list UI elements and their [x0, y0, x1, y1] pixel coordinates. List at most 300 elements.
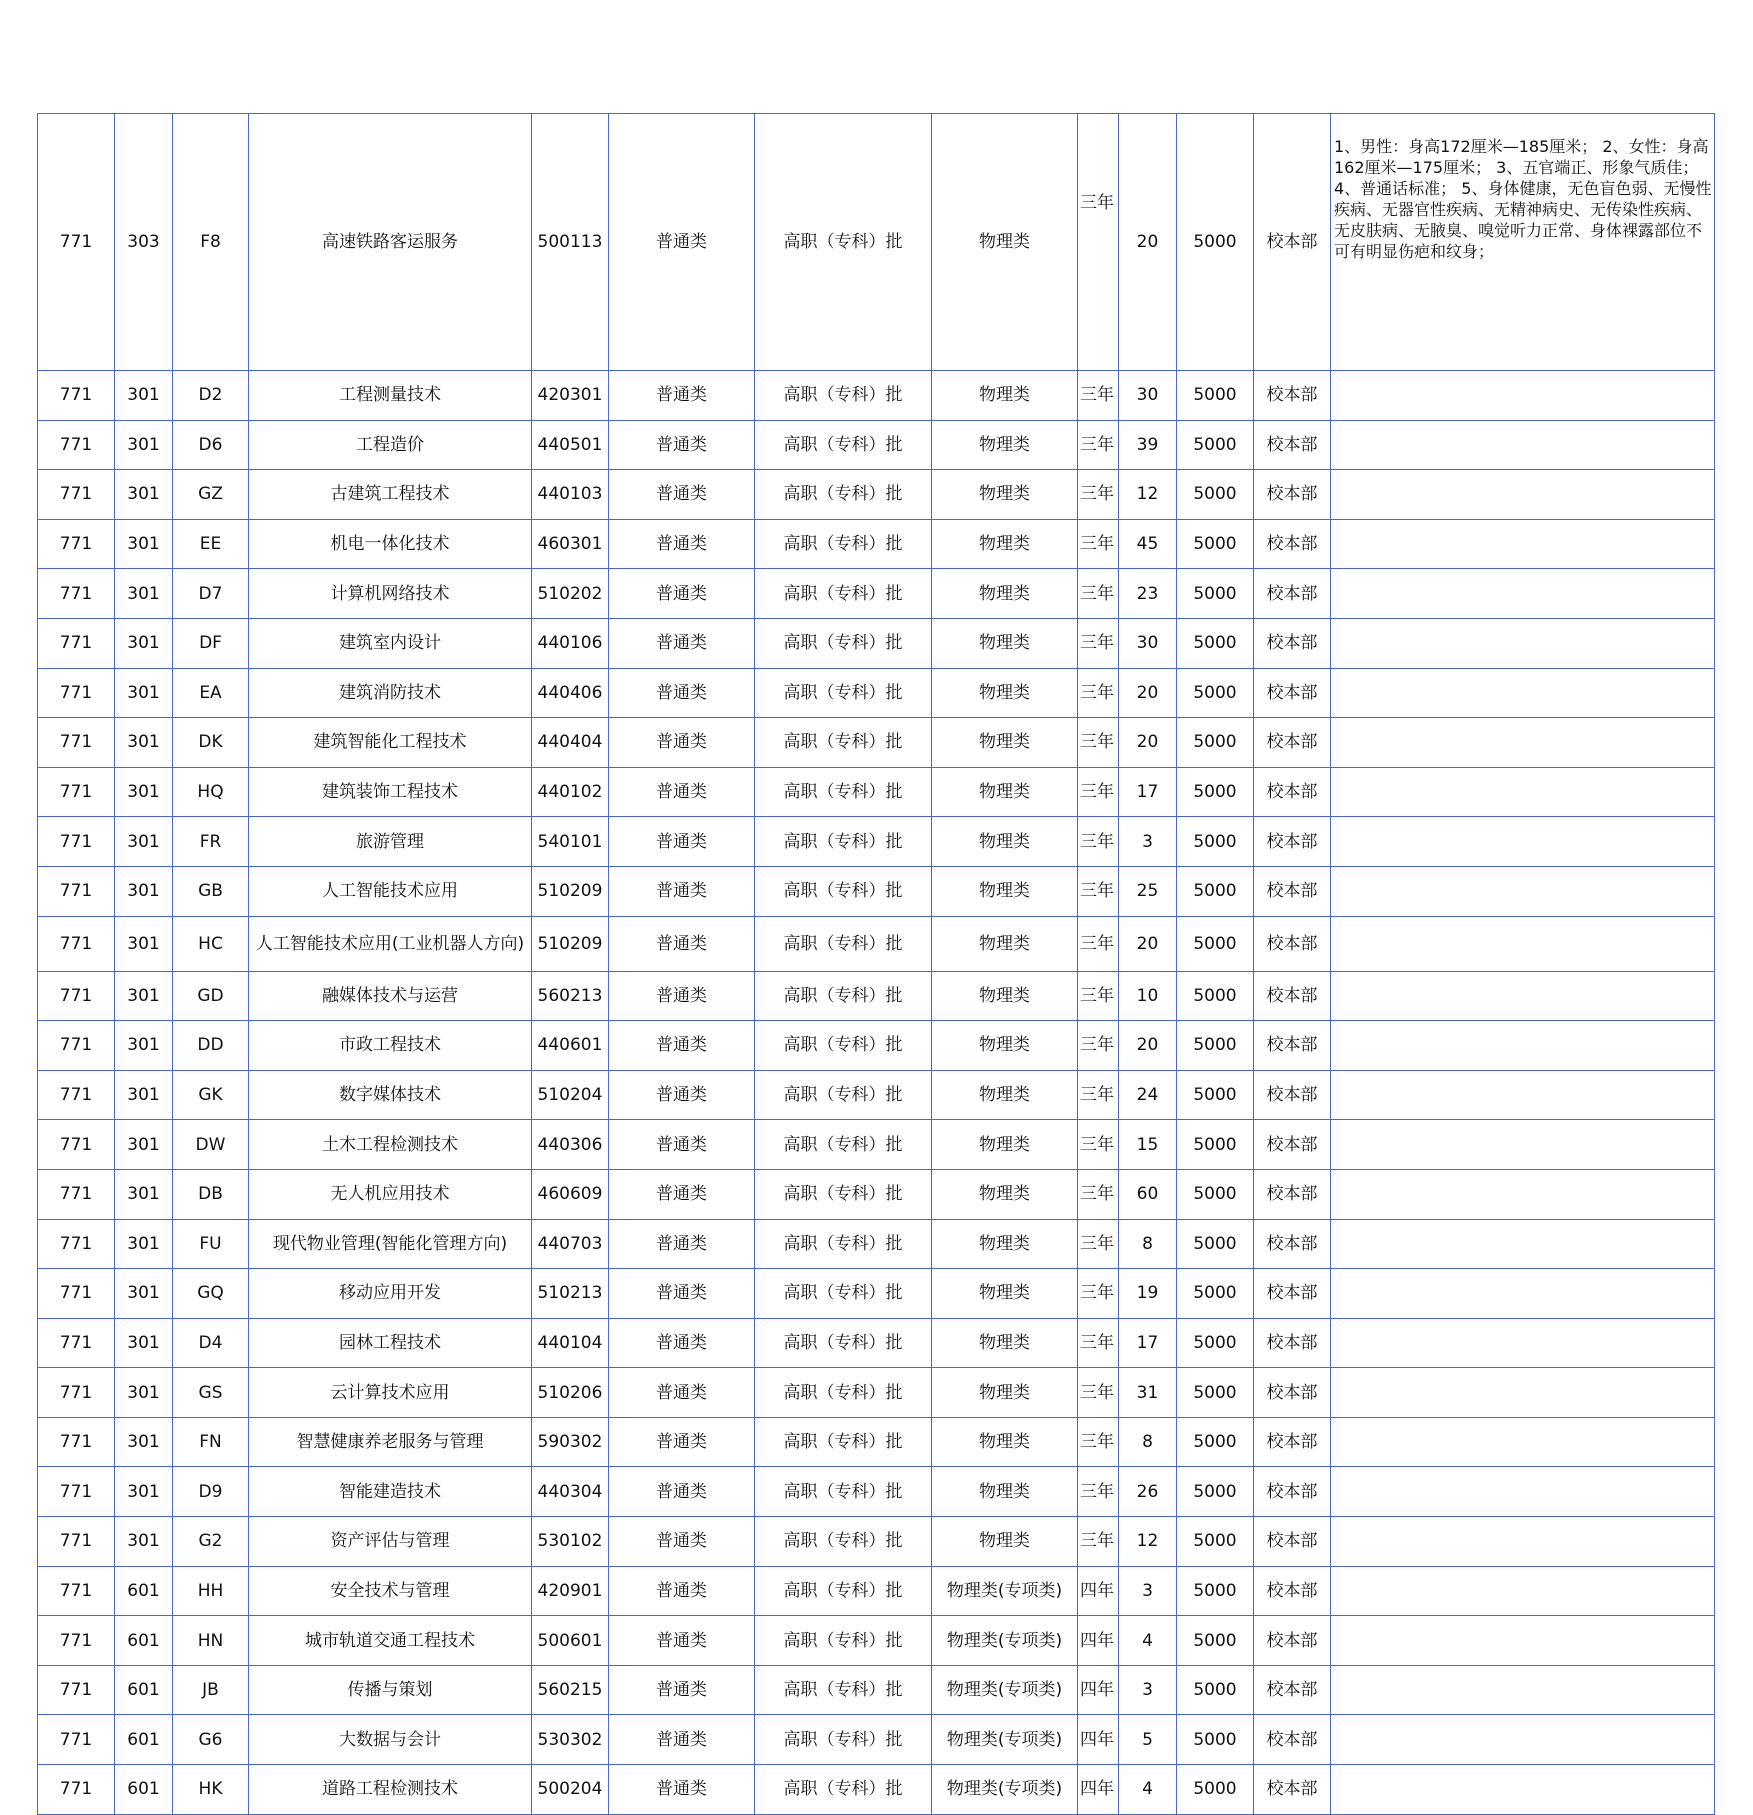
institution-code-cell: 771	[38, 1318, 115, 1368]
duration-cell: 三年	[1078, 767, 1119, 817]
major-short-code-cell: HQ	[173, 767, 249, 817]
campus-cell: 校本部	[1254, 1368, 1331, 1418]
major-name-cell: 融媒体技术与运营	[249, 971, 532, 1021]
tuition-fee-cell: 5000	[1177, 1616, 1254, 1666]
major-short-code-cell: GS	[173, 1368, 249, 1418]
institution-code-cell: 771	[38, 1566, 115, 1616]
table-row	[38, 1417, 1715, 1467]
batch-code-cell: 601	[115, 1665, 173, 1715]
duration-cell: 三年	[1078, 371, 1119, 421]
institution-code-cell: 771	[38, 114, 115, 371]
campus-cell: 校本部	[1254, 866, 1331, 916]
campus-cell: 校本部	[1254, 569, 1331, 619]
remarks-cell	[1331, 1665, 1715, 1715]
major-name-cell: 数字媒体技术	[249, 1070, 532, 1120]
subject-type-cell: 物理类	[932, 767, 1078, 817]
institution-code-cell: 771	[38, 1120, 115, 1170]
table-row	[38, 1021, 1715, 1071]
major-name-cell: 高速铁路客运服务	[249, 114, 532, 371]
plan-count-cell: 17	[1119, 767, 1177, 817]
institution-code-cell: 771	[38, 1715, 115, 1765]
major-code-cell: 440501	[532, 420, 609, 470]
major-code-cell: 560215	[532, 1665, 609, 1715]
institution-code-cell: 771	[38, 971, 115, 1021]
major-code-cell: 440103	[532, 470, 609, 520]
institution-code-cell: 771	[38, 1517, 115, 1567]
major-name-cell: 人工智能技术应用	[249, 866, 532, 916]
admission-batch-cell: 高职（专科）批	[755, 1070, 932, 1120]
remarks-cell	[1331, 1517, 1715, 1567]
subject-type-cell: 物理类	[932, 470, 1078, 520]
batch-code-cell: 301	[115, 420, 173, 470]
tuition-fee-cell: 5000	[1177, 1269, 1254, 1319]
plan-count-cell: 3	[1119, 1665, 1177, 1715]
table-row	[38, 114, 1715, 371]
batch-code-cell: 301	[115, 519, 173, 569]
category-cell: 普通类	[609, 817, 755, 867]
admission-batch-cell: 高职（专科）批	[755, 569, 932, 619]
major-short-code-cell: EE	[173, 519, 249, 569]
admission-batch-cell: 高职（专科）批	[755, 1665, 932, 1715]
plan-count-cell: 20	[1119, 916, 1177, 971]
major-short-code-cell: FR	[173, 817, 249, 867]
remarks-cell	[1331, 420, 1715, 470]
batch-code-cell: 301	[115, 1120, 173, 1170]
table-row	[38, 420, 1715, 470]
major-name-cell: 传播与策划	[249, 1665, 532, 1715]
major-code-cell: 530302	[532, 1715, 609, 1765]
major-short-code-cell: DD	[173, 1021, 249, 1071]
duration-cell: 三年	[1078, 1517, 1119, 1567]
institution-code-cell: 771	[38, 1616, 115, 1666]
batch-code-cell: 301	[115, 668, 173, 718]
major-name-cell: 建筑消防技术	[249, 668, 532, 718]
batch-code-cell: 301	[115, 916, 173, 971]
institution-code-cell: 771	[38, 718, 115, 768]
major-code-cell: 510209	[532, 916, 609, 971]
duration-cell: 三年	[1078, 718, 1119, 768]
campus-cell: 校本部	[1254, 420, 1331, 470]
major-short-code-cell: GD	[173, 971, 249, 1021]
subject-type-cell: 物理类	[932, 866, 1078, 916]
major-name-cell: 人工智能技术应用(工业机器人方向)	[249, 916, 532, 971]
category-cell: 普通类	[609, 470, 755, 520]
subject-type-cell: 物理类	[932, 519, 1078, 569]
admission-batch-cell: 高职（专科）批	[755, 1368, 932, 1418]
campus-cell: 校本部	[1254, 817, 1331, 867]
remarks-cell	[1331, 470, 1715, 520]
campus-cell: 校本部	[1254, 1318, 1331, 1368]
institution-code-cell: 771	[38, 1765, 115, 1815]
plan-count-cell: 45	[1119, 519, 1177, 569]
batch-code-cell: 301	[115, 470, 173, 520]
admission-batch-cell: 高职（专科）批	[755, 1715, 932, 1765]
plan-count-cell: 5	[1119, 1715, 1177, 1765]
remarks-cell: 1、男性：身高172厘米—185厘米； 2、女性：身高162厘米—175厘米； 3、五官端正、形象气质佳； 4、普通话标准； 5、身体健康，无色盲色弱、无慢性疾病、无器官性疾病、无精神病史、无传染性疾病、无皮肤病、无腋臭、嗅觉听力正常、身体裸露部位不可有明显伤疤和纹身；	[1331, 114, 1715, 371]
admission-batch-cell: 高职（专科）批	[755, 519, 932, 569]
batch-code-cell: 301	[115, 1517, 173, 1567]
major-short-code-cell: HC	[173, 916, 249, 971]
major-short-code-cell: G2	[173, 1517, 249, 1567]
plan-count-cell: 12	[1119, 470, 1177, 520]
duration-cell: 三年	[1078, 866, 1119, 916]
institution-code-cell: 771	[38, 817, 115, 867]
subject-type-cell: 物理类	[932, 1269, 1078, 1319]
batch-code-cell: 301	[115, 866, 173, 916]
major-code-cell: 510206	[532, 1368, 609, 1418]
table-row	[38, 1566, 1715, 1616]
major-code-cell: 420901	[532, 1566, 609, 1616]
admission-batch-cell: 高职（专科）批	[755, 817, 932, 867]
category-cell: 普通类	[609, 420, 755, 470]
category-cell: 普通类	[609, 1715, 755, 1765]
major-name-cell: 智能建造技术	[249, 1467, 532, 1517]
institution-code-cell: 771	[38, 1368, 115, 1418]
table-row	[38, 1070, 1715, 1120]
major-short-code-cell: HN	[173, 1616, 249, 1666]
major-short-code-cell: GK	[173, 1070, 249, 1120]
major-short-code-cell: EA	[173, 668, 249, 718]
institution-code-cell: 771	[38, 519, 115, 569]
major-short-code-cell: D6	[173, 420, 249, 470]
institution-code-cell: 771	[38, 1169, 115, 1219]
institution-code-cell: 771	[38, 916, 115, 971]
category-cell: 普通类	[609, 668, 755, 718]
category-cell: 普通类	[609, 371, 755, 421]
tuition-fee-cell: 5000	[1177, 718, 1254, 768]
plan-count-cell: 8	[1119, 1219, 1177, 1269]
major-name-cell: 市政工程技术	[249, 1021, 532, 1071]
major-short-code-cell: JB	[173, 1665, 249, 1715]
plan-count-cell: 4	[1119, 1616, 1177, 1666]
tuition-fee-cell: 5000	[1177, 1021, 1254, 1071]
admission-batch-cell: 高职（专科）批	[755, 718, 932, 768]
duration-cell: 三年	[1078, 1169, 1119, 1219]
table-row	[38, 1219, 1715, 1269]
campus-cell: 校本部	[1254, 1715, 1331, 1765]
duration-cell: 三年	[1078, 618, 1119, 668]
tuition-fee-cell: 5000	[1177, 1120, 1254, 1170]
subject-type-cell: 物理类(专项类)	[932, 1715, 1078, 1765]
subject-type-cell: 物理类	[932, 668, 1078, 718]
category-cell: 普通类	[609, 519, 755, 569]
batch-code-cell: 301	[115, 1269, 173, 1319]
table-row	[38, 916, 1715, 971]
plan-count-cell: 3	[1119, 1566, 1177, 1616]
remarks-cell	[1331, 971, 1715, 1021]
table-row	[38, 470, 1715, 520]
batch-code-cell: 301	[115, 1021, 173, 1071]
table-row	[38, 817, 1715, 867]
category-cell: 普通类	[609, 916, 755, 971]
major-code-cell: 440106	[532, 618, 609, 668]
institution-code-cell: 771	[38, 668, 115, 718]
remarks-cell	[1331, 1120, 1715, 1170]
tuition-fee-cell: 5000	[1177, 916, 1254, 971]
table-row	[38, 718, 1715, 768]
major-code-cell: 440406	[532, 668, 609, 718]
major-code-cell: 590302	[532, 1417, 609, 1467]
major-code-cell: 440306	[532, 1120, 609, 1170]
subject-type-cell: 物理类	[932, 1219, 1078, 1269]
subject-type-cell: 物理类	[932, 916, 1078, 971]
duration-cell: 三年	[1078, 1120, 1119, 1170]
campus-cell: 校本部	[1254, 470, 1331, 520]
major-name-cell: 工程测量技术	[249, 371, 532, 421]
campus-cell: 校本部	[1254, 1120, 1331, 1170]
campus-cell: 校本部	[1254, 1566, 1331, 1616]
remarks-cell	[1331, 519, 1715, 569]
remarks-cell	[1331, 767, 1715, 817]
tuition-fee-cell: 5000	[1177, 1169, 1254, 1219]
category-cell: 普通类	[609, 618, 755, 668]
institution-code-cell: 771	[38, 420, 115, 470]
duration-cell: 三年	[1078, 114, 1119, 371]
major-name-cell: 机电一体化技术	[249, 519, 532, 569]
table-row	[38, 1665, 1715, 1715]
plan-count-cell: 19	[1119, 1269, 1177, 1319]
remarks-cell	[1331, 371, 1715, 421]
tuition-fee-cell: 5000	[1177, 767, 1254, 817]
plan-count-cell: 24	[1119, 1070, 1177, 1120]
campus-cell: 校本部	[1254, 519, 1331, 569]
duration-cell: 三年	[1078, 420, 1119, 470]
batch-code-cell: 301	[115, 1318, 173, 1368]
major-name-cell: 无人机应用技术	[249, 1169, 532, 1219]
remarks-cell	[1331, 1070, 1715, 1120]
campus-cell: 校本部	[1254, 916, 1331, 971]
campus-cell: 校本部	[1254, 1021, 1331, 1071]
major-name-cell: 云计算技术应用	[249, 1368, 532, 1418]
tuition-fee-cell: 5000	[1177, 866, 1254, 916]
admission-batch-cell: 高职（专科）批	[755, 618, 932, 668]
admission-batch-cell: 高职（专科）批	[755, 971, 932, 1021]
campus-cell: 校本部	[1254, 1169, 1331, 1219]
tuition-fee-cell: 5000	[1177, 114, 1254, 371]
subject-type-cell: 物理类	[932, 1021, 1078, 1071]
category-cell: 普通类	[609, 1318, 755, 1368]
duration-cell: 三年	[1078, 1021, 1119, 1071]
campus-cell: 校本部	[1254, 767, 1331, 817]
batch-code-cell: 301	[115, 1070, 173, 1120]
admission-batch-cell: 高职（专科）批	[755, 1517, 932, 1567]
institution-code-cell: 771	[38, 1269, 115, 1319]
category-cell: 普通类	[609, 114, 755, 371]
remarks-cell	[1331, 569, 1715, 619]
batch-code-cell: 301	[115, 1368, 173, 1418]
plan-count-cell: 17	[1119, 1318, 1177, 1368]
category-cell: 普通类	[609, 866, 755, 916]
table-row	[38, 1318, 1715, 1368]
institution-code-cell: 771	[38, 1467, 115, 1517]
category-cell: 普通类	[609, 1616, 755, 1666]
plan-count-cell: 39	[1119, 420, 1177, 470]
batch-code-cell: 301	[115, 1417, 173, 1467]
subject-type-cell: 物理类	[932, 1318, 1078, 1368]
admission-batch-cell: 高职（专科）批	[755, 371, 932, 421]
admission-batch-cell: 高职（专科）批	[755, 1021, 932, 1071]
institution-code-cell: 771	[38, 618, 115, 668]
campus-cell: 校本部	[1254, 1269, 1331, 1319]
duration-cell: 三年	[1078, 916, 1119, 971]
table-row	[38, 569, 1715, 619]
major-code-cell: 440104	[532, 1318, 609, 1368]
duration-cell: 三年	[1078, 1318, 1119, 1368]
table-row	[38, 519, 1715, 569]
batch-code-cell: 301	[115, 817, 173, 867]
admission-batch-cell: 高职（专科）批	[755, 1318, 932, 1368]
major-code-cell: 460301	[532, 519, 609, 569]
campus-cell: 校本部	[1254, 718, 1331, 768]
subject-type-cell: 物理类	[932, 1120, 1078, 1170]
major-name-cell: 现代物业管理(智能化管理方向)	[249, 1219, 532, 1269]
category-cell: 普通类	[609, 1467, 755, 1517]
campus-cell: 校本部	[1254, 371, 1331, 421]
duration-cell: 四年	[1078, 1566, 1119, 1616]
category-cell: 普通类	[609, 971, 755, 1021]
campus-cell: 校本部	[1254, 618, 1331, 668]
duration-cell: 三年	[1078, 1219, 1119, 1269]
plan-count-cell: 20	[1119, 114, 1177, 371]
remarks-cell	[1331, 1368, 1715, 1418]
major-name-cell: 计算机网络技术	[249, 569, 532, 619]
category-cell: 普通类	[609, 1665, 755, 1715]
tuition-fee-cell: 5000	[1177, 1368, 1254, 1418]
remarks-cell	[1331, 618, 1715, 668]
admission-batch-cell: 高职（专科）批	[755, 1467, 932, 1517]
major-code-cell: 510209	[532, 866, 609, 916]
major-name-cell: 园林工程技术	[249, 1318, 532, 1368]
admission-batch-cell: 高职（专科）批	[755, 1566, 932, 1616]
duration-cell: 三年	[1078, 817, 1119, 867]
subject-type-cell: 物理类	[932, 718, 1078, 768]
major-code-cell: 530102	[532, 1517, 609, 1567]
subject-type-cell: 物理类	[932, 371, 1078, 421]
table-row	[38, 1467, 1715, 1517]
major-code-cell: 440304	[532, 1467, 609, 1517]
tuition-fee-cell: 5000	[1177, 817, 1254, 867]
admission-batch-cell: 高职（专科）批	[755, 114, 932, 371]
duration-cell: 三年	[1078, 1467, 1119, 1517]
category-cell: 普通类	[609, 1417, 755, 1467]
subject-type-cell: 物理类(专项类)	[932, 1566, 1078, 1616]
subject-type-cell: 物理类	[932, 1070, 1078, 1120]
major-name-cell: 工程造价	[249, 420, 532, 470]
major-short-code-cell: GQ	[173, 1269, 249, 1319]
duration-cell: 三年	[1078, 1368, 1119, 1418]
subject-type-cell: 物理类	[932, 114, 1078, 371]
remarks-cell	[1331, 1467, 1715, 1517]
subject-type-cell: 物理类(专项类)	[932, 1765, 1078, 1815]
tuition-fee-cell: 5000	[1177, 1219, 1254, 1269]
major-name-cell: 安全技术与管理	[249, 1566, 532, 1616]
major-short-code-cell: DF	[173, 618, 249, 668]
institution-code-cell: 771	[38, 1219, 115, 1269]
plan-count-cell: 10	[1119, 971, 1177, 1021]
admission-batch-cell: 高职（专科）批	[755, 767, 932, 817]
major-short-code-cell: GB	[173, 866, 249, 916]
batch-code-cell: 301	[115, 618, 173, 668]
category-cell: 普通类	[609, 569, 755, 619]
remarks-cell	[1331, 1269, 1715, 1319]
batch-code-cell: 301	[115, 1219, 173, 1269]
major-code-cell: 500204	[532, 1765, 609, 1815]
duration-cell: 三年	[1078, 519, 1119, 569]
remarks-cell	[1331, 866, 1715, 916]
plan-count-cell: 15	[1119, 1120, 1177, 1170]
duration-cell: 三年	[1078, 1269, 1119, 1319]
subject-type-cell: 物理类	[932, 1517, 1078, 1567]
admission-batch-cell: 高职（专科）批	[755, 668, 932, 718]
remarks-cell	[1331, 916, 1715, 971]
subject-type-cell: 物理类	[932, 971, 1078, 1021]
institution-code-cell: 771	[38, 767, 115, 817]
major-name-cell: 道路工程检测技术	[249, 1765, 532, 1815]
major-name-cell: 建筑室内设计	[249, 618, 532, 668]
remarks-cell	[1331, 1616, 1715, 1666]
duration-cell: 四年	[1078, 1715, 1119, 1765]
plan-count-cell: 23	[1119, 569, 1177, 619]
category-cell: 普通类	[609, 1269, 755, 1319]
tuition-fee-cell: 5000	[1177, 1765, 1254, 1815]
remarks-cell	[1331, 718, 1715, 768]
tuition-fee-cell: 5000	[1177, 1070, 1254, 1120]
remarks-cell	[1331, 1417, 1715, 1467]
major-code-cell: 560213	[532, 971, 609, 1021]
subject-type-cell: 物理类	[932, 1368, 1078, 1418]
major-short-code-cell: D7	[173, 569, 249, 619]
category-cell: 普通类	[609, 1070, 755, 1120]
duration-cell: 三年	[1078, 971, 1119, 1021]
batch-code-cell: 601	[115, 1616, 173, 1666]
major-name-cell: 古建筑工程技术	[249, 470, 532, 520]
batch-code-cell: 601	[115, 1566, 173, 1616]
duration-cell: 四年	[1078, 1665, 1119, 1715]
category-cell: 普通类	[609, 1169, 755, 1219]
major-code-cell: 440601	[532, 1021, 609, 1071]
table-row	[38, 1368, 1715, 1418]
duration-cell: 四年	[1078, 1616, 1119, 1666]
tuition-fee-cell: 5000	[1177, 519, 1254, 569]
table-row	[38, 1120, 1715, 1170]
tuition-fee-cell: 5000	[1177, 1715, 1254, 1765]
major-name-cell: 建筑智能化工程技术	[249, 718, 532, 768]
batch-code-cell: 301	[115, 971, 173, 1021]
major-short-code-cell: D9	[173, 1467, 249, 1517]
tuition-fee-cell: 5000	[1177, 1417, 1254, 1467]
major-code-cell: 510202	[532, 569, 609, 619]
institution-code-cell: 771	[38, 1021, 115, 1071]
category-cell: 普通类	[609, 1765, 755, 1815]
major-name-cell: 移动应用开发	[249, 1269, 532, 1319]
institution-code-cell: 771	[38, 1417, 115, 1467]
major-short-code-cell: DK	[173, 718, 249, 768]
admission-batch-cell: 高职（专科）批	[755, 1269, 932, 1319]
campus-cell: 校本部	[1254, 1070, 1331, 1120]
remarks-cell	[1331, 668, 1715, 718]
plan-count-cell: 12	[1119, 1517, 1177, 1567]
major-name-cell: 大数据与会计	[249, 1715, 532, 1765]
subject-type-cell: 物理类	[932, 1169, 1078, 1219]
duration-cell: 三年	[1078, 569, 1119, 619]
table-row	[38, 618, 1715, 668]
major-code-cell: 510204	[532, 1070, 609, 1120]
remarks-cell	[1331, 1169, 1715, 1219]
campus-cell: 校本部	[1254, 971, 1331, 1021]
remarks-cell	[1331, 1765, 1715, 1815]
institution-code-cell: 771	[38, 371, 115, 421]
major-name-cell: 智慧健康养老服务与管理	[249, 1417, 532, 1467]
